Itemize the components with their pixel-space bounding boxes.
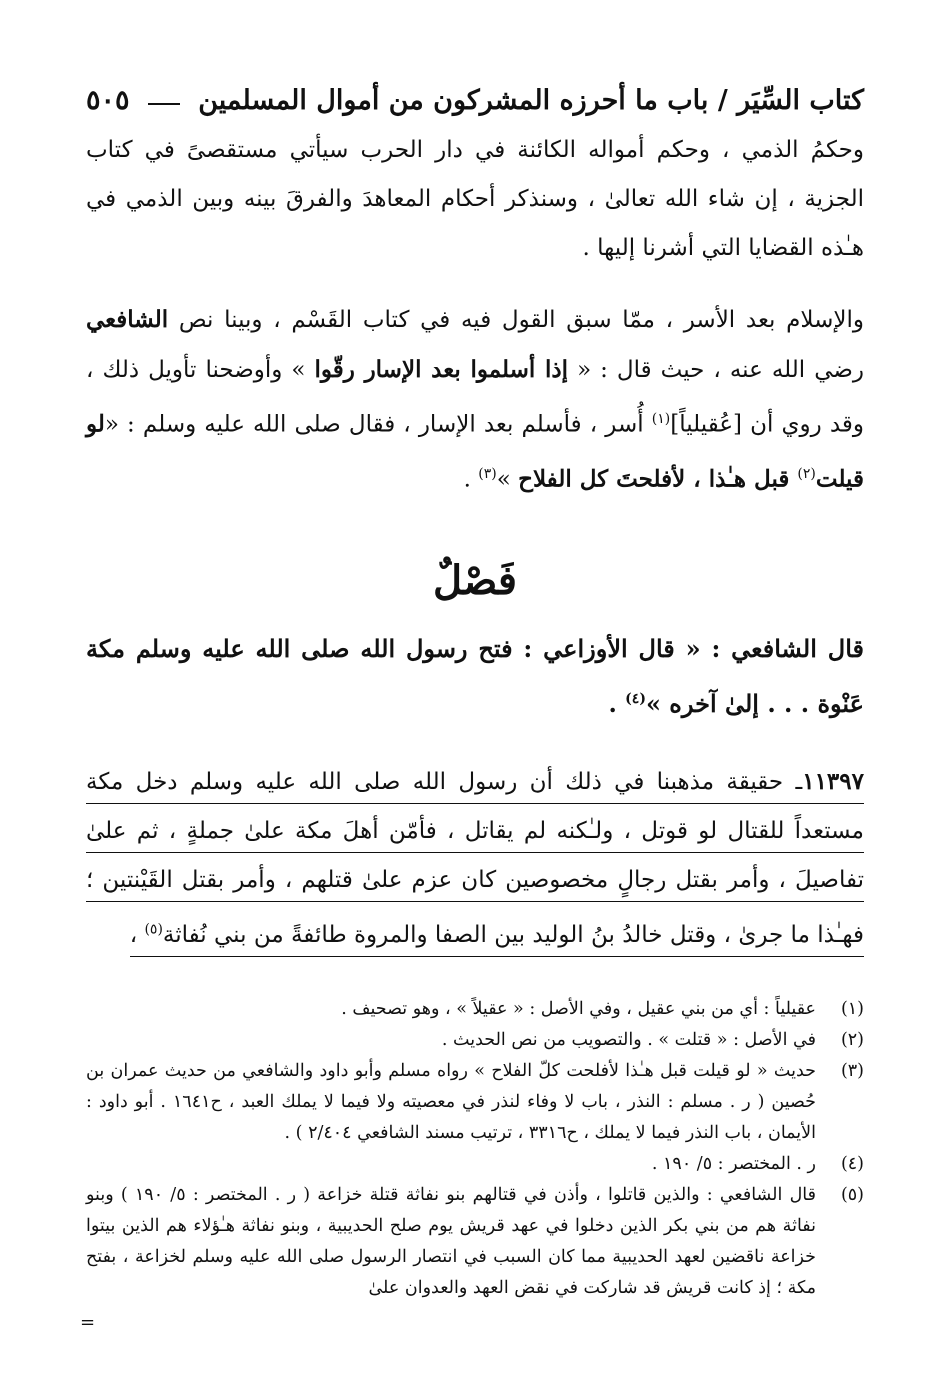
p4-text-d: ، bbox=[129, 921, 145, 948]
paragraph-1: وحكمُ الذمي ، وحكم أمواله الكائنة في دار الحرب سيأتي مستقصىً في كتاب الجزية ، إن شاء الله تعالىٰ ، وسنذكر أحكام المعاهدَ والفرقَ بينه وبين الذمي في هـٰذه القضايا التي أشرنا إليها . bbox=[86, 137, 864, 261]
footnote bbox=[86, 994, 864, 1025]
p2-bold-hadith-a: لو قيلت bbox=[86, 410, 864, 493]
footnote-ref-5[interactable]: (٥) bbox=[144, 921, 163, 938]
footnote bbox=[86, 1149, 864, 1180]
p2-text-m: . bbox=[463, 466, 479, 493]
document-page bbox=[86, 80, 864, 1304]
section-heading-text: فَصْلٌ bbox=[432, 557, 518, 605]
paragraph-3 bbox=[86, 624, 864, 729]
p2-bold-quote: إذا أسلموا بعد الإسار رقّوا bbox=[314, 356, 569, 383]
footnote-number: (١) bbox=[840, 998, 864, 1019]
p3-text-a: قال الشافعي : « قال الأوزاعي : فتح رسول الله صلى الله عليه وسلم مكة عَنْوة . . . إلىٰ آخره » bbox=[86, 634, 864, 719]
header-rule bbox=[148, 103, 181, 105]
footnotes bbox=[86, 994, 864, 1304]
page-number: ٥٠٥ bbox=[86, 84, 130, 116]
footnote-text: عقيلياً : أي من بني عقيل ، وفي الأصل : « عقيلاً » ، وهو تصحيف . bbox=[341, 998, 816, 1019]
footnote bbox=[86, 1056, 864, 1149]
p4-text-b: ـ حقيقة مذهبنا في ذلك أن رسول الله صلى الله عليه وسلم دخل مكة مستعداً للقتال لو قوتل ، ولـٰكنه لم يقاتل ، فأمّن أهلَ مكة علىٰ جملةٍ ، ثم علىٰ تفاصيلَ ، وأمر بقتل رجالٍ مخصوصين كان عزم علىٰ قتلهم ، وأمر بقتل القَيْنتين ؛ فهـٰذا ما جرىٰ ، وقتل خالدُ بنُ الوليد بين الصفا والمروة طائفةً من بني نُفاثة bbox=[86, 769, 864, 948]
paragraph-2 bbox=[86, 295, 864, 504]
section-heading bbox=[86, 546, 864, 616]
footnote-number: (٤) bbox=[840, 1153, 864, 1174]
paragraph-4-body bbox=[86, 769, 864, 957]
footnote bbox=[86, 1025, 864, 1056]
p2-text-k: » bbox=[496, 466, 519, 493]
paragraph-number: ١١٣٩٧ bbox=[802, 768, 864, 796]
footnote bbox=[86, 1180, 864, 1304]
p3-text-c: . bbox=[608, 689, 626, 719]
footnote-number: (٣) bbox=[840, 1060, 864, 1081]
p2-text-a: والإسلام بعد الأسر ، ممّا سبق القول فيه في كتاب القَسْم ، وبينا نص bbox=[178, 307, 864, 333]
footnote-number: (٢) bbox=[840, 1029, 864, 1050]
footnote-text: قال الشافعي : والذين قاتلوا ، وأذن في قتالهم بنو نفاثة قتلة خزاعة ( ر . المختصر : ٥/ ١٩٠ ) وبنو نفاثة هم من بني بكر الذين دخلوا في عهد قريش يوم صلح الحديبية ، وبنو نفاثة هـٰؤلاء هم الذين بيتوا خزاعة ناقضين لعهد الحديبية مما كان السبب في انتصار الرسول صلى الله عليه وسلم لخزاعة ، بفتح مكة ؛ إذ كانت قريش قد شاركت في نقض العهد والعدوان علىٰ bbox=[86, 1184, 816, 1298]
p2-bold-shafii: الشافعي bbox=[86, 306, 169, 333]
header-title: كتاب السِّيَر / باب ما أحرزه المشركون من أموال المسلمين bbox=[198, 84, 864, 116]
footnote-number: (٥) bbox=[840, 1184, 864, 1205]
p2-text-c: رضي الله عنه ، حيث قال : « bbox=[577, 357, 865, 383]
p2-bold-hadith-b: قبل هـٰذا ، لأفلحتَ كل الفلاح bbox=[518, 465, 798, 493]
p2-text-e: » وأوضحنا تأويل ذلك ، وقد روي أن [عُقيلياً] bbox=[86, 357, 864, 438]
continuation-mark: = bbox=[80, 1312, 96, 1333]
footnote-text: في الأصل : « قتلت » . والتصويب من نص الحديث . bbox=[441, 1029, 816, 1050]
p2-text-g: أُسر ، فأسلم بعد الإسار ، فقال صلى الله عليه وسلم : « bbox=[104, 411, 652, 438]
footnote-ref-4[interactable]: (٤) bbox=[625, 691, 646, 708]
footnote-ref-3[interactable]: (٣) bbox=[478, 465, 497, 482]
footnote-text: حديث « لو قيلت قبل هـٰذا لأفلحت كلّ الفلاح » رواه مسلم وأبو داود والشافعي من حديث عمران بن حُصين ( ر . مسلم : النذر ، باب لا وفاء لنذر في معصيته ولا فيما لا يملك العبد ، ح١٦٤١ . أبو داود : الأيمان ، باب النذر فيما لا يملك ، ح٣٣١٦ ، ترتيب مسند الشافعي ٢/٤٠٤ ) . bbox=[86, 1060, 817, 1143]
paragraph-4 bbox=[86, 757, 864, 960]
running-header bbox=[86, 80, 864, 120]
footnote-ref-1[interactable]: (١) bbox=[651, 411, 671, 427]
footnote-ref-2[interactable]: (٢) bbox=[797, 465, 816, 482]
footnote-text: ر . المختصر : ٥/ ١٩٠ . bbox=[651, 1153, 816, 1174]
